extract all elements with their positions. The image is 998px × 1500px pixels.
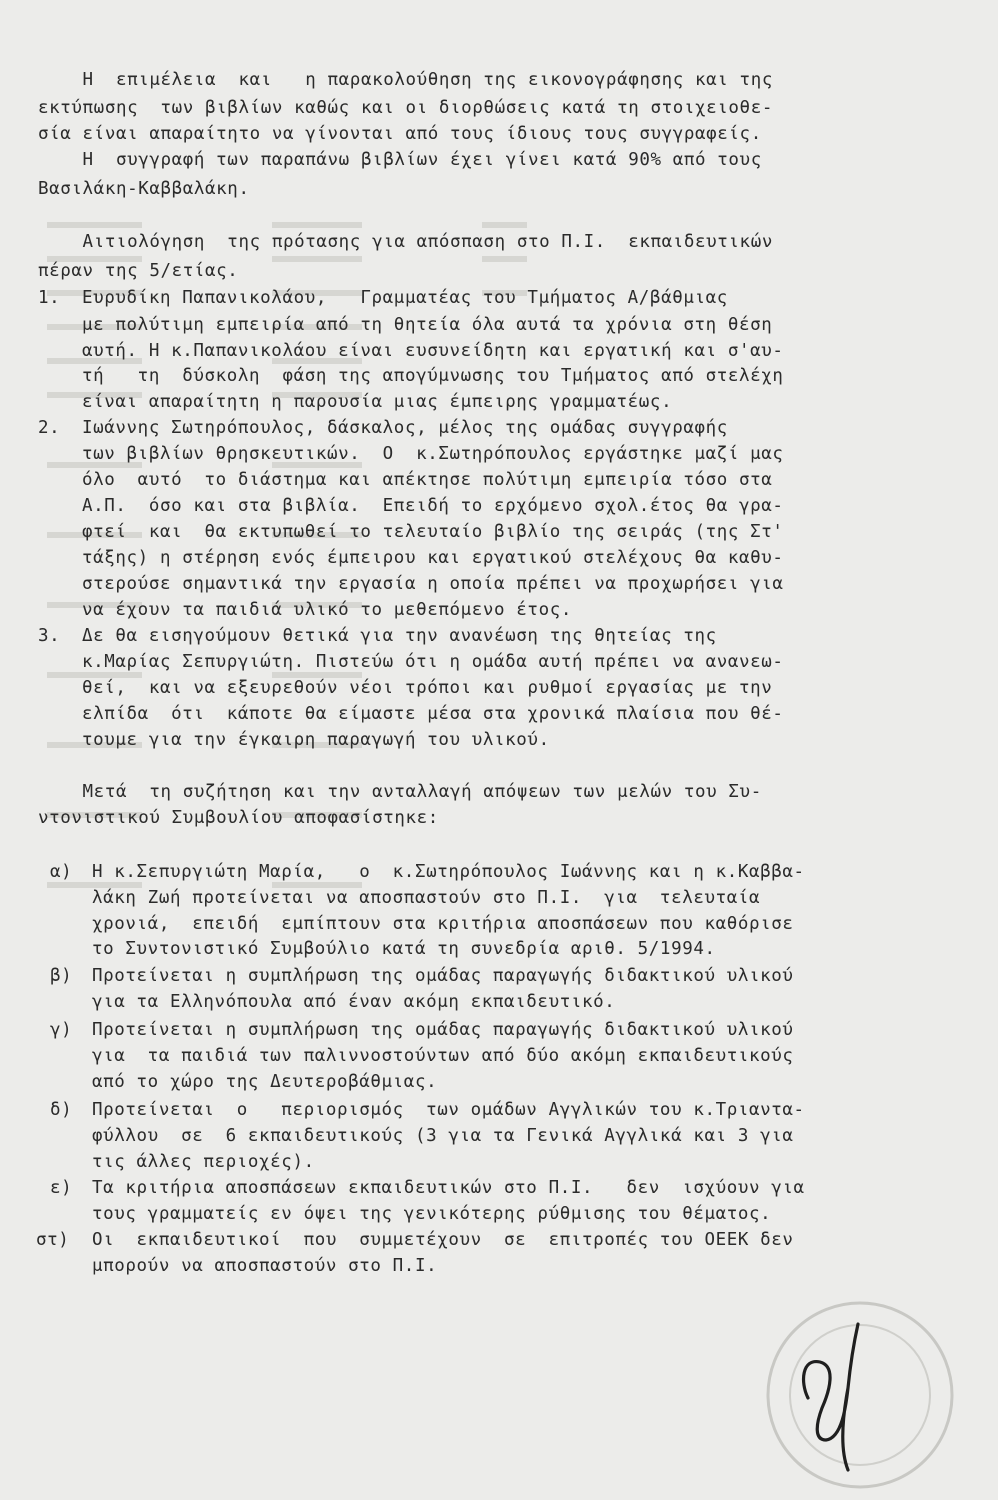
decision-line: Η κ.Σεπυργιώτη Μαρία, ο κ.Σωτηρόπουλος Ιωάννης και η κ.Καββα-	[92, 862, 805, 882]
item-line: Α.Π. όσο και στα βιβλία. Επειδή το ερχόμενο σχολ.έτος θα γρα-	[82, 496, 784, 516]
decision-line: το Συντονιστικό Συμβούλιο κατά τη συνεδρία αριθ. 5/1994.	[92, 939, 716, 959]
decision-line: Προτείνεται η συμπλήρωση της ομάδας παραγωγής διδακτικού υλικού	[92, 966, 794, 986]
justification-heading: πέραν της 5/ετίας.	[38, 261, 239, 281]
intro-line: Βασιλάκη-Καββαλάκη.	[38, 179, 250, 199]
justification-heading: Αιτιολόγηση της πρότασης για απόσπαση στο Π.Ι. εκπαιδευτικών	[38, 232, 773, 252]
intro-line: εκτύπωσης των βιβλίων καθώς και οι διορθώσεις κατά τη στοιχειοθε-	[38, 98, 773, 118]
item-line: όλο αυτό το διάστημα και απέκτησε πολύτιμη εμπειρία τόσο στα	[82, 470, 773, 490]
item-line: Ιωάννης Σωτηρόπουλος, δάσκαλος, μέλος της ομάδας συγγραφής	[82, 418, 728, 438]
intro-line: Η επιμέλεια και η παρακολούθηση της εικονογράφησης και της	[38, 70, 773, 90]
decision-line: από το χώρο της Δευτεροβάθμιας.	[92, 1072, 438, 1092]
item-line: στερούσε σημαντικά την εργασία η οποία πρέπει να προχωρήσει για	[82, 574, 784, 594]
decision-marker: δ)	[50, 1100, 73, 1120]
decision-line: για τα Ελληνόπουλα από έναν ακόμη εκπαιδευτικό.	[92, 992, 616, 1012]
decision-intro: ντονιστικού Συμβουλίου αποφασίστηκε:	[38, 808, 439, 828]
intro-line: Η συγγραφή των παραπάνω βιβλίων έχει γίνει κατά 90% από τους	[38, 150, 762, 170]
decision-intro: Μετά τη συζήτηση και την ανταλλαγή απόψεων των μελών του Συ-	[38, 782, 762, 802]
item-line: Δε θα εισηγούμουν θετικά για την ανανέωση της θητείας της	[82, 626, 717, 646]
decision-line: χρονιά, επειδή εμπίπτουν στα κριτήρια αποσπάσεων που καθόρισε	[92, 914, 794, 934]
stamp-outer-ring	[768, 1303, 952, 1487]
signature	[804, 1324, 858, 1470]
item-line: των βιβλίων θρησκευτικών. Ο κ.Σωτηρόπουλος εργάστηκε μαζί μας	[82, 444, 784, 464]
stamp-and-signature	[730, 1290, 970, 1490]
decision-marker: ε)	[50, 1178, 73, 1198]
decision-line: Προτείνεται ο περιορισμός των ομάδων Αγγλικών του κ.Τριαντα-	[92, 1100, 805, 1120]
item-line: τάξης) η στέρηση ενός έμπειρου και εργατικού στελέχους θα καθυ-	[82, 548, 784, 568]
decision-line: Τα κριτήρια αποσπάσεων εκπαιδευτικών στο Π.Ι. δεν ισχύουν για	[92, 1178, 805, 1198]
item-marker: 3.	[38, 626, 61, 646]
decision-marker: στ)	[36, 1230, 70, 1250]
item-marker: 1.	[38, 288, 61, 308]
item-line: τουμε για την έγκαιρη παραγωγή του υλικού.	[82, 730, 550, 750]
decision-line: τις άλλες περιοχές).	[92, 1152, 315, 1172]
decision-line: μπορούν να αποσπαστούν στο Π.Ι.	[92, 1256, 438, 1276]
item-line: θεί, και να εξευρεθούν νέοι τρόποι και ρυθμοί εργασίας με την	[82, 678, 773, 698]
decision-marker: α)	[50, 862, 73, 882]
item-line: ελπίδα ότι κάποτε θα είμαστε μέσα στα χρονικά πλαίσια που θέ-	[82, 704, 784, 724]
stamp-inner-ring	[790, 1325, 930, 1465]
item-line: τή τη δύσκολη φάση της απογύμνωσης του Τμήματος από στελέχη	[82, 366, 784, 386]
item-line: φτεί και θα εκτυπωθεί το τελευταίο βιβλίο της σειράς (της Στ'	[82, 522, 784, 542]
decision-line: Οι εκπαιδευτικοί που συμμετέχουν σε επιτροπές του ΟΕΕΚ δεν	[92, 1230, 794, 1250]
decision-line: τους γραμματείς εν όψει της γενικότερης ρύθμισης του θέματος.	[92, 1204, 772, 1224]
item-line: με πολύτιμη εμπειρία από τη θητεία όλα αυτά τα χρόνια στη θέση	[82, 315, 773, 335]
decision-line: φύλλου σε 6 εκπαιδευτικούς (3 για τα Γενικά Αγγλικά και 3 για	[92, 1126, 794, 1146]
item-marker: 2.	[38, 418, 61, 438]
item-line: είναι απαραίτητη η παρουσία μιας έμπειρης γραμματέως.	[82, 392, 673, 412]
item-line: αυτή. Η κ.Παπανικολάου είναι ευσυνείδητη και εργατική και σ'αυ-	[82, 341, 784, 361]
item-line: να έχουν τα παιδιά υλικό το μεθεπόμενο έτος.	[82, 600, 572, 620]
decision-marker: β)	[50, 966, 73, 986]
item-line: κ.Μαρίας Σεπυργιώτη. Πιστεύω ότι η ομάδα αυτή πρέπει να ανανεω-	[82, 652, 784, 672]
decision-line: για τα παιδιά των παλιννοστούντων από δύο ακόμη εκπαιδευτικούς	[92, 1046, 794, 1066]
decision-marker: γ)	[50, 1020, 73, 1040]
decision-line: λάκη Ζωή προτείνεται να αποσπαστούν στο Π.Ι. για τελευταία	[92, 888, 761, 908]
item-line: Ευρυδίκη Παπανικολάου, Γραμματέας του Τμήματος Α/βάθμιας	[82, 288, 728, 308]
intro-line: σία είναι απαραίτητο να γίνονται από τους ίδιους τους συγγραφείς.	[38, 124, 762, 144]
decision-line: Προτείνεται η συμπλήρωση της ομάδας παραγωγής διδακτικού υλικού	[92, 1020, 794, 1040]
